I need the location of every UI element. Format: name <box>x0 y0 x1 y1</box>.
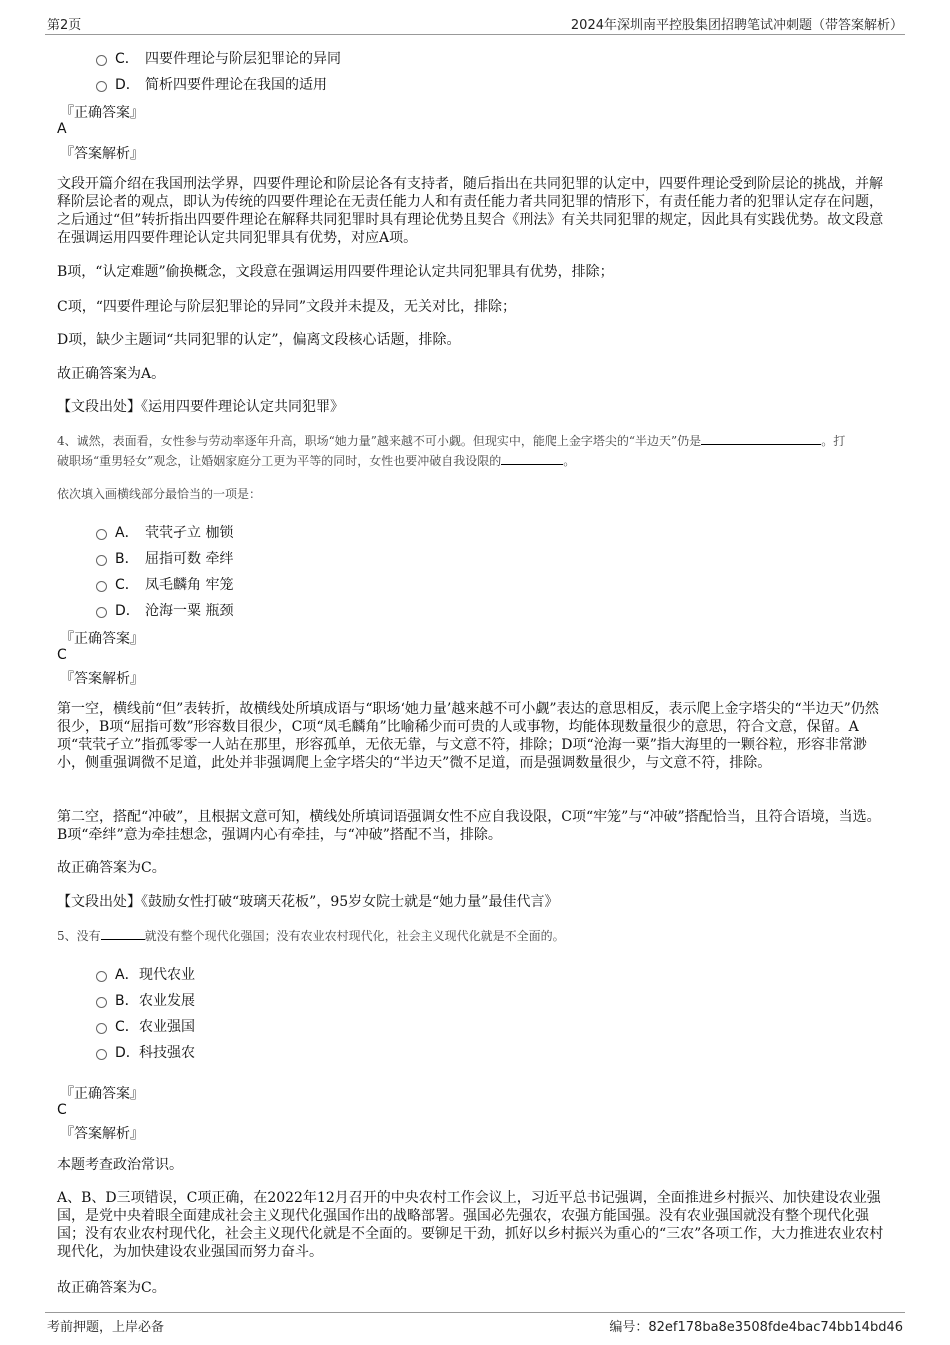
q3-option-c[interactable]: C． 四要件理论与阶层犯罪论的异同 <box>96 48 341 68</box>
q4-analysis-paragraph: 第二空，搭配“冲破”，且根据文意可知，横线处所填词语强调女性不应自我设限，C项“牢笼”与“冲破”搭配恰当，且符合语境，当选。B项“牵绊”意为牵挂想念，强调内心有牵挂，与“冲破”搭配不当，排除。 <box>57 809 881 843</box>
page-footer <box>45 1312 905 1333</box>
radio-icon[interactable] <box>96 607 107 618</box>
q4-source: 【文段出处】《鼓励女性打破“玻璃天花板”，95岁女院士就是“她力量”最佳代言》 <box>57 894 559 910</box>
q3-analysis-label: 『答案解析』 <box>60 146 144 162</box>
q5-analysis-label: 『答案解析』 <box>60 1126 144 1142</box>
q3-source: 【文段出处】《运用四要件理论认定共同犯罪》 <box>57 399 344 415</box>
q4-option-d[interactable]: D． 沧海一粟 瓶颈 <box>96 600 233 620</box>
q3-correct-label: 『正确答案』 <box>60 105 144 121</box>
q3-analysis-paragraph: B项，“认定难题”偷换概念，文段意在强调运用四要件理论认定共同犯罪具有优势，排除； <box>57 264 614 280</box>
document-title: 2024年深圳南平控股集团招聘笔试冲刺题（带答案解析） <box>570 18 903 33</box>
q4-option-a[interactable]: A． 茕茕孑立 枷锁 <box>96 522 233 542</box>
q5-analysis-paragraph: 本题考查政治常识。 <box>57 1157 183 1173</box>
q5-analysis-paragraph: A、B、D三项错误，C项正确，在2022年12月召开的中央农村工作会议上，习近平总书记强调，全面推进乡村振兴、加快建设农业强国，是党中央着眼全面建成社会主义现代化强国作出的战略部署。强国必先强农，农强方能国强。没有农业强国就没有整个现代化强国；没有农业农村现代化，社会主义现代化就是不全面的。要铆足干劲，抓好以乡村振兴为重心的“三农”各项工作，大力推进农业农村现代化，为加快建设农业强国而努力奋斗。 <box>57 1190 884 1260</box>
q4-option-b[interactable]: B． 屈指可数 牵绊 <box>96 548 233 568</box>
q5-stem: 5、没有 就没有整个现代化强国；没有农业农村现代化，社会主义现代化就是不全面的。 <box>57 929 565 943</box>
q4-correct-label: 『正确答案』 <box>60 631 144 647</box>
q4-analysis-paragraph: 第一空，横线前“但”表转折，故横线处所填成语与“职场‘她力量’越来越不可小觑”表达的意思相反，表示爬上金字塔尖的“半边天”仍然很少，B项“屈指可数”形容数目很少，C项“凤毛麟角”比喻稀少而可贵的人或事物，均能体现数量很少的意思，符合文意，保留。A项“茕茕孑立”指孤零零一人站在那里，形容孤单，无依无靠，与文意不符，排除；D项“沧海一粟”指大海里的一颗谷粒，形容非常渺小，侧重强调微不足道，此处并非强调爬上金字塔尖的“半边天”微不足道，而是强调数量很少，与文意不符，排除。 <box>57 701 879 771</box>
answer-blank <box>701 432 821 445</box>
radio-icon[interactable] <box>96 81 107 92</box>
q5-option-b[interactable]: B． 农业发展 <box>96 990 195 1010</box>
q4-option-c[interactable]: C． 凤毛麟角 牢笼 <box>96 574 233 594</box>
radio-icon[interactable] <box>96 529 107 540</box>
q5-correct-label: 『正确答案』 <box>60 1086 144 1102</box>
answer-blank <box>101 927 145 940</box>
radio-icon[interactable] <box>96 997 107 1008</box>
radio-icon[interactable] <box>96 1023 107 1034</box>
q4-correct-answer: C <box>57 647 67 663</box>
q5-option-c[interactable]: C． 农业强国 <box>96 1016 195 1036</box>
q3-correct-answer: A <box>57 121 67 137</box>
radio-icon[interactable] <box>96 555 107 566</box>
page-number: 第2页 <box>47 18 82 33</box>
q3-analysis-paragraph: 文段开篇介绍在我国刑法学界，四要件理论和阶层论各有支持者，随后指出在共同犯罪的认定中，四要件理论受到阶层论的挑战，并解释阶层论者的观点，即认为传统的四要件理论在无责任能力人和有责任能力者共同犯罪的情形下，有责任能力者的犯罪认定存在问题，之后通过“但”转折指出四要件理论在解释共同犯罪时具有理论优势且契合《刑法》有关共同犯罪的规定，因此具有实践优势。故文段意在强调运用四要件理论认定共同犯罪具有优势，对应A项。 <box>57 176 884 246</box>
q4-analysis-paragraph: 故正确答案为C。 <box>57 860 166 876</box>
q5-correct-answer: C <box>57 1102 67 1118</box>
q4-analysis-label: 『答案解析』 <box>60 671 144 687</box>
q5-option-a[interactable]: A． 现代农业 <box>96 964 195 984</box>
q4-stem: 4、诚然，表面看，女性参与劳动率逐年升高，职场“她力量”越来越不可小觑。但现实中，能爬上金字塔尖的“半边天”仍是 。打 破职场“重男轻女”观念，让婚姻家庭分工更为平等的同时，女性也要冲破自我设限的 。 <box>57 434 846 468</box>
radio-icon[interactable] <box>96 1049 107 1060</box>
radio-icon[interactable] <box>96 581 107 592</box>
document-code: 编号：82ef178ba8e3508fde4bac74bb14bd46 <box>609 1320 903 1335</box>
q5-analysis-paragraph: 故正确答案为C。 <box>57 1280 166 1296</box>
radio-icon[interactable] <box>96 55 107 66</box>
q3-analysis-paragraph: C项，“四要件理论与阶层犯罪论的异同”文段并未提及，无关对比，排除； <box>57 299 517 315</box>
q4-prompt: 依次填入画横线部分最恰当的一项是： <box>57 487 262 501</box>
q3-analysis-paragraph: 故正确答案为A。 <box>57 366 166 382</box>
page-header <box>45 12 905 35</box>
q3-option-d[interactable]: D． 简析四要件理论在我国的适用 <box>96 74 327 94</box>
q5-option-d[interactable]: D． 科技强农 <box>96 1042 195 1062</box>
footer-slogan: 考前押题，上岸必备 <box>47 1320 165 1335</box>
q3-analysis-paragraph: D项，缺少主题词“共同犯罪的认定”，偏离文段核心话题，排除。 <box>57 332 461 348</box>
answer-blank <box>501 452 563 465</box>
radio-icon[interactable] <box>96 971 107 982</box>
